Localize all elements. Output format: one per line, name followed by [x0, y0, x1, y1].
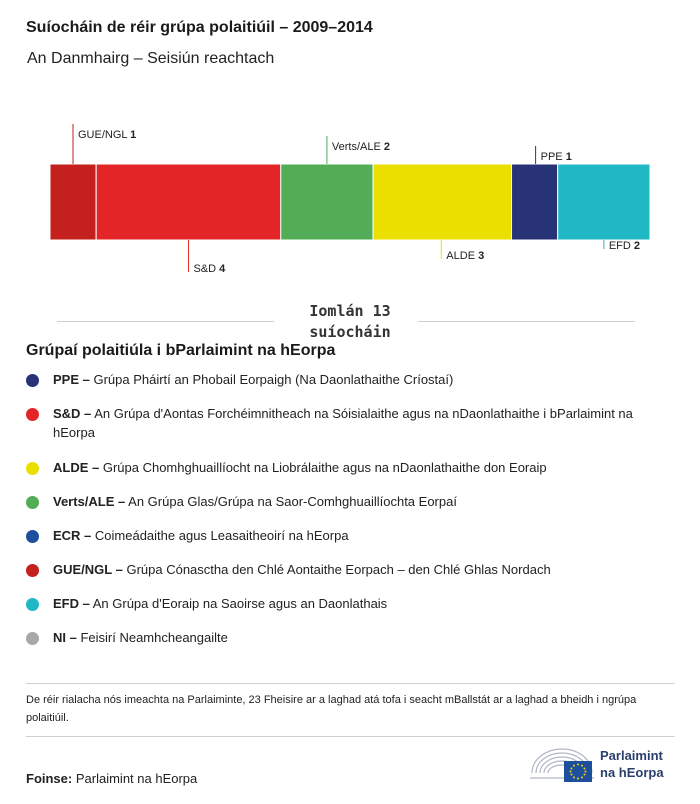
bar-label: GUE/NGL 1 [78, 129, 137, 141]
legend-label [53, 594, 673, 613]
total-seats [0, 301, 700, 343]
legend-desc: An Grúpa d'Aontas Forchéimnitheach na Sóisialaithe agus na nDaonlathaithe i bParlaimint na hEorpa [53, 406, 633, 440]
legend-swatch [26, 408, 39, 421]
legend-swatch [26, 564, 39, 577]
bar-label: Verts/ALE 2 [331, 141, 391, 153]
legend-swatch [26, 462, 39, 475]
bar-segment [512, 164, 558, 240]
source-label: Foinse: [26, 771, 73, 786]
logo-line1: Parlaimint [600, 748, 663, 763]
logo-text [600, 747, 664, 781]
bar-segment [96, 164, 281, 240]
legend-desc: Grúpa Chomhghuaillíocht na Liobrálaithe agus na nDaonlathaithe don Eoraip [99, 460, 547, 475]
hemicycle-flag-icon [528, 745, 598, 787]
legend-swatch [26, 496, 39, 509]
legend-swatch [26, 374, 39, 387]
bar-label: PPE 1 [540, 151, 572, 163]
bar-label: EFD 2 [608, 240, 641, 252]
legend-label [53, 370, 673, 389]
note-divider-top [26, 683, 675, 684]
legend-swatch [26, 632, 39, 645]
legend-desc: An Grúpa d'Eoraip na Saoirse agus an Daonlathais [89, 596, 388, 611]
legend-label [53, 560, 673, 579]
stacked-bar-chart [0, 120, 700, 290]
legend-swatch [26, 530, 39, 543]
legend-title: Grúpaí polaitiúla i bParlaimint na hEorpa [26, 342, 336, 359]
legend-label [53, 404, 673, 442]
legend-desc: Grúpa Cónasctha den Chlé Aontaithe Eorpach – den Chlé Ghlas Nordach [122, 562, 551, 577]
legend-label [53, 492, 673, 511]
legend-label [53, 526, 673, 545]
legend-desc: An Grúpa Glas/Grúpa na Saor-Comhghuaillíochta Eorpaí [125, 494, 457, 509]
legend-swatch [26, 598, 39, 611]
source-value: Parlaimint na hEorpa [75, 771, 198, 786]
legend-abbr: S&D – [53, 406, 92, 421]
logo-line2: na hEorpa [600, 765, 664, 780]
total-seats-line1: Iomlán 13 [309, 302, 391, 320]
bar-segment [558, 164, 650, 240]
bar-segment [373, 164, 511, 240]
legend-desc: Grúpa Pháirtí an Phobail Eorpaigh (Na Daonlathaithe Críostaí) [89, 372, 454, 387]
bar-segment [50, 164, 96, 240]
ep-logo [528, 745, 678, 787]
legend-abbr: ALDE – [53, 460, 100, 475]
chart-subtitle: An Danmhairg – Seisiún reachtach [27, 50, 275, 67]
legend-abbr: NI – [53, 630, 77, 645]
legend-abbr: PPE – [53, 372, 90, 387]
bar-label: ALDE 3 [446, 250, 485, 262]
legend-label [53, 458, 673, 477]
note-divider-bottom [26, 736, 675, 737]
legend-abbr: EFD – [53, 596, 90, 611]
bar-label: S&D 4 [193, 263, 226, 275]
total-seats-line2: suíocháin [309, 323, 391, 341]
legend-abbr: Verts/ALE – [53, 494, 126, 509]
legend-abbr: ECR – [53, 528, 92, 543]
legend-label [53, 628, 673, 647]
bar-segment [281, 164, 373, 240]
legend-abbr: GUE/NGL – [53, 562, 123, 577]
legend-desc: Feisirí Neamhcheangailte [76, 630, 228, 645]
footnote: De réir rialacha nós imeachta na Parlaiminte, 23 Fheisire ar a laghad atá tofa i seacht mBallstát ar a laghad a bheidh i ngrúpa polaitiúil. [26, 694, 637, 724]
legend-desc: Coimeádaithe agus Leasaitheoirí na hEorpa [91, 528, 349, 543]
source [26, 771, 197, 786]
chart-title: Suíocháin de réir grúpa polaitiúil – 2009–2014 [26, 19, 373, 36]
